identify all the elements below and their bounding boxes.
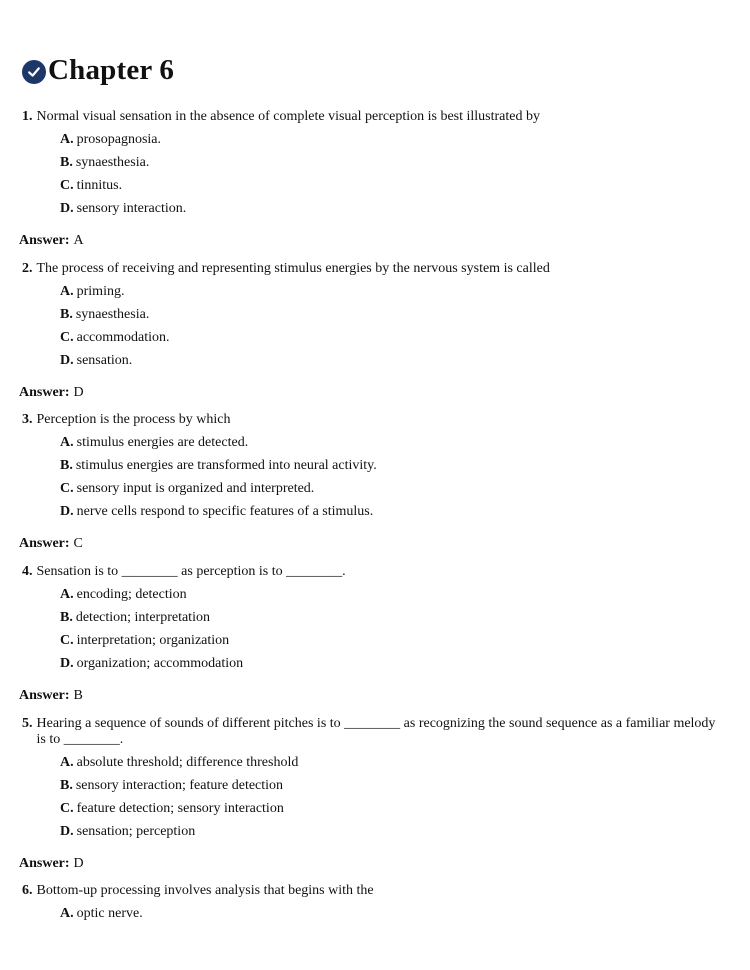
answer-value: A	[73, 233, 84, 248]
question-text: Bottom-up processing involves analysis that begins with the	[36, 883, 374, 898]
option-text: synaesthesia.	[75, 307, 150, 322]
option-list	[60, 755, 722, 847]
question-1	[19, 109, 722, 249]
option-c	[60, 330, 722, 353]
option-letter: D.	[60, 201, 74, 216]
answer-line	[19, 536, 722, 552]
option-text: encoding; detection	[76, 587, 187, 602]
answer-label: Answer:	[19, 233, 70, 248]
option-text: prosopagnosia.	[76, 132, 162, 147]
option-letter: B.	[60, 155, 73, 170]
answer-line	[19, 856, 722, 872]
answer-label: Answer:	[19, 688, 70, 703]
option-text: organization; accommodation	[76, 656, 244, 671]
option-letter: D.	[60, 353, 74, 368]
question-number: 6.	[22, 883, 33, 898]
option-text: interpretation; organization	[76, 633, 230, 648]
option-text: optic nerve.	[76, 906, 143, 921]
question-number: 1.	[22, 109, 33, 124]
option-letter: C.	[60, 330, 74, 345]
answer-line	[19, 688, 722, 704]
option-a	[60, 284, 722, 307]
option-c	[60, 633, 722, 656]
option-text: feature detection; sensory interaction	[76, 801, 284, 816]
question-2	[19, 261, 722, 401]
question-number: 2.	[22, 261, 33, 276]
option-text: synaesthesia.	[75, 155, 150, 170]
question-stem	[22, 412, 722, 428]
question-text: The process of receiving and representing stimulus energies by the nervous system is called	[36, 261, 550, 276]
option-letter: C.	[60, 481, 74, 496]
option-list	[60, 906, 722, 929]
option-letter: A.	[60, 587, 74, 602]
option-a	[60, 132, 722, 155]
question-stem	[22, 716, 722, 748]
option-letter: B.	[60, 778, 73, 793]
question-number: 4.	[22, 564, 33, 579]
option-c	[60, 178, 722, 201]
option-letter: A.	[60, 435, 74, 450]
option-text: sensation; perception	[76, 824, 196, 839]
option-a	[60, 906, 722, 929]
question-text: Hearing a sequence of sounds of different pitches is to ________ as recognizing the sound sequence as a familiar melody is to ________.	[36, 716, 716, 747]
option-a	[60, 755, 722, 778]
question-number: 5.	[22, 716, 33, 731]
option-letter: D.	[60, 656, 74, 671]
option-list	[60, 132, 722, 224]
answer-value: C	[73, 536, 83, 551]
question-stem	[22, 564, 722, 580]
option-letter: C.	[60, 178, 74, 193]
question-text: Perception is the process by which	[36, 412, 231, 427]
answer-value: D	[73, 385, 84, 400]
option-text: detection; interpretation	[75, 610, 210, 625]
option-b	[60, 610, 722, 633]
answer-line	[19, 385, 722, 401]
option-b	[60, 155, 722, 178]
answer-label: Answer:	[19, 536, 70, 551]
option-list	[60, 435, 722, 527]
answer-line	[19, 233, 722, 249]
option-b	[60, 307, 722, 330]
question-number: 3.	[22, 412, 33, 427]
question-text: Sensation is to ________ as perception is to ________.	[36, 564, 346, 579]
answer-label: Answer:	[19, 856, 70, 871]
chapter-header	[22, 50, 174, 90]
question-text: Normal visual sensation in the absence of complete visual perception is best illustrated by	[36, 109, 540, 124]
option-letter: A.	[60, 906, 74, 921]
option-a	[60, 435, 722, 458]
option-text: sensory input is organized and interpreted.	[76, 481, 315, 496]
option-letter: B.	[60, 307, 73, 322]
option-d	[60, 656, 722, 679]
option-text: priming.	[76, 284, 125, 299]
option-list	[60, 284, 722, 376]
option-letter: C.	[60, 801, 74, 816]
option-text: nerve cells respond to specific features of a stimulus.	[76, 504, 374, 519]
question-stem	[22, 261, 722, 277]
option-letter: A.	[60, 755, 74, 770]
option-text: tinnitus.	[76, 178, 123, 193]
option-text: sensory interaction.	[76, 201, 187, 216]
option-letter: D.	[60, 504, 74, 519]
question-stem	[22, 883, 722, 899]
answer-label: Answer:	[19, 385, 70, 400]
question-3	[19, 412, 722, 552]
option-b	[60, 458, 722, 481]
option-c	[60, 481, 722, 504]
option-list	[60, 587, 722, 679]
option-text: absolute threshold; difference threshold	[76, 755, 299, 770]
option-a	[60, 587, 722, 610]
answer-value: B	[73, 688, 83, 703]
option-text: sensation.	[76, 353, 133, 368]
question-6	[22, 883, 722, 929]
option-letter: D.	[60, 824, 74, 839]
option-c	[60, 801, 722, 824]
option-letter: C.	[60, 633, 74, 648]
option-d	[60, 824, 722, 847]
check-circle-icon	[22, 60, 46, 84]
option-letter: A.	[60, 284, 74, 299]
option-letter: A.	[60, 132, 74, 147]
option-d	[60, 504, 722, 527]
option-letter: B.	[60, 458, 73, 473]
option-text: stimulus energies are transformed into neural activity.	[75, 458, 377, 473]
option-b	[60, 778, 722, 801]
answer-value: D	[73, 856, 84, 871]
question-4	[19, 564, 722, 704]
question-stem	[22, 109, 722, 125]
chapter-title: Chapter 6	[48, 54, 175, 86]
option-d	[60, 353, 722, 376]
option-text: stimulus energies are detected.	[76, 435, 249, 450]
option-letter: B.	[60, 610, 73, 625]
option-text: sensory interaction; feature detection	[75, 778, 284, 793]
option-d	[60, 201, 722, 224]
option-text: accommodation.	[76, 330, 170, 345]
question-5	[19, 716, 722, 872]
